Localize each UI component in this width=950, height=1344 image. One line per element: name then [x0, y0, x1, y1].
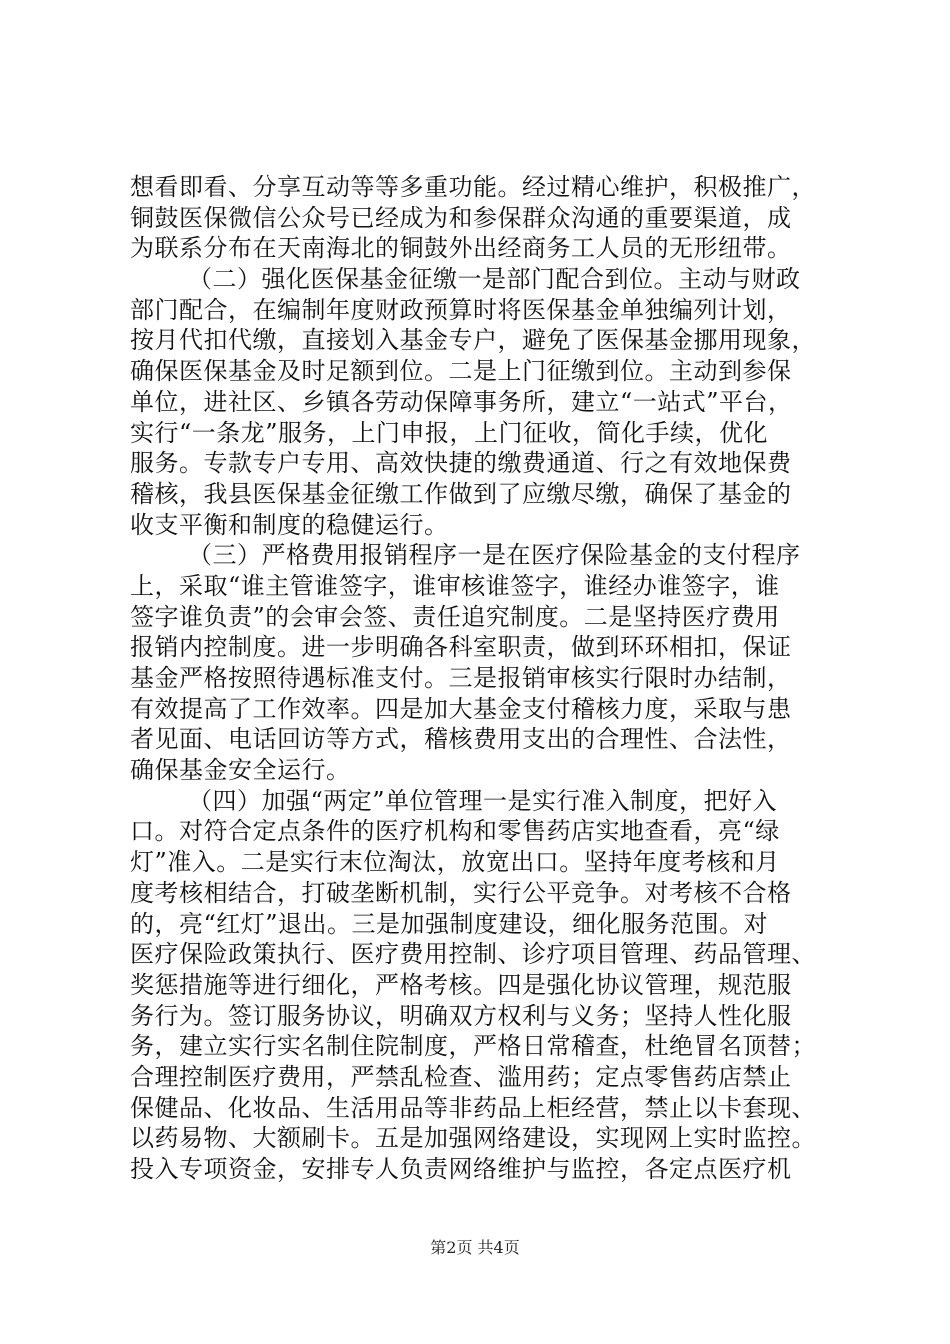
text-line: 报销内控制度。进一步明确各科室职责，做到环环相扣，保证: [130, 633, 792, 662]
text-line: 上，采取“谁主管谁签字，谁审核谁签字，谁经办谁签字，谁: [130, 571, 780, 600]
text-line: 医疗保险政策执行、医疗费用控制、诊疗项目管理、药品管理、: [130, 940, 816, 969]
text-line: 有效提高了工作效率。四是加大基金支付稽核力度，采取与患: [130, 694, 792, 723]
text-line: 基金严格按照待遇标准支付。三是报销审核实行限时办结制，: [130, 664, 792, 692]
text-line: 为联系分布在天南海北的铜鼓外出经商务工人员的无形纽带。: [130, 234, 792, 263]
section-heading-line: （四）加强“两定”单位管理一是实行准入制度，把好入: [188, 786, 778, 815]
text-line: 保健品、化妆品、生活用品等非药品上柜经营，禁止以卡套现、: [130, 1093, 816, 1122]
section-heading-line: （二）强化医保基金征缴一是部门配合到位。主动与财政: [188, 265, 801, 294]
page-number: 第2页 共4页: [430, 1238, 520, 1257]
text-line: 服务。专款专户专用、高效快捷的缴费通道、行之有效地保费: [130, 449, 792, 478]
body-text: [130, 172, 830, 1185]
section-heading-line: （三）严格费用报销程序一是在医疗保险基金的支付程序: [188, 541, 801, 570]
text-line: 灯”准入。二是实行末位淘汰，放宽出口。坚持年度考核和月: [130, 848, 780, 877]
text-line: 收支平衡和制度的稳健运行。: [130, 510, 449, 539]
page-footer: [0, 1238, 950, 1258]
text-line: 部门配合，在编制年度财政预算时将医保基金单独编列计划，: [130, 295, 792, 324]
text-line: 铜鼓医保微信公众号已经成为和参保群众沟通的重要渠道，成: [130, 203, 792, 232]
text-line: 确保基金安全运行。: [130, 756, 351, 785]
text-line: 稽核，我县医保基金征缴工作做到了应缴尽缴，确保了基金的: [130, 479, 792, 508]
text-line: 投入专项资金，安排专人负责网络维护与监控，各定点医疗机: [130, 1155, 792, 1183]
text-line: 的，亮“红灯”退出。三是加强制度建设，细化服务范围。对: [130, 909, 769, 938]
text-line: 务，建立实行实名制住院制度，严格日常稽查，杜绝冒名顶替；: [130, 1032, 816, 1061]
text-line: 单位，进社区、乡镇各劳动保障事务所，建立“一站式”平台，: [130, 387, 793, 416]
text-line: 想看即看、分享互动等等多重功能。经过精心维护，积极推广，: [130, 173, 816, 201]
text-line: 以药易物、大额刷卡。五是加强网络建设，实现网上实时监控。: [130, 1124, 816, 1153]
text-line: 按月代扣代缴，直接划入基金专户，避免了医保基金挪用现象，: [130, 326, 816, 355]
text-line: 度考核相结合，打破垄断机制，实行公平竞争。对考核不合格: [130, 878, 792, 907]
text-line: 口。对符合定点条件的医疗机构和零售药店实地查看，亮“绿: [130, 817, 780, 846]
text-line: 务行为。签订服务协议，明确双方权利与义务；坚持人性化服: [130, 1001, 792, 1030]
text-line: 奖惩措施等进行细化，严格考核。四是强化协议管理，规范服: [130, 970, 792, 999]
text-line: 签字谁负责”的会审会签、责任追究制度。二是坚持医疗费用: [130, 602, 780, 631]
text-line: 者见面、电话回访等方式，稽核费用支出的合理性、合法性，: [130, 725, 792, 754]
text-line: 实行“一条龙”服务，上门申报，上门征收，简化手续，优化: [130, 418, 769, 447]
text-line: 确保医保基金及时足额到位。二是上门征缴到位。主动到参保: [130, 357, 792, 386]
text-line: 合理控制医疗费用，严禁乱检查、滥用药；定点零售药店禁止: [130, 1062, 792, 1091]
